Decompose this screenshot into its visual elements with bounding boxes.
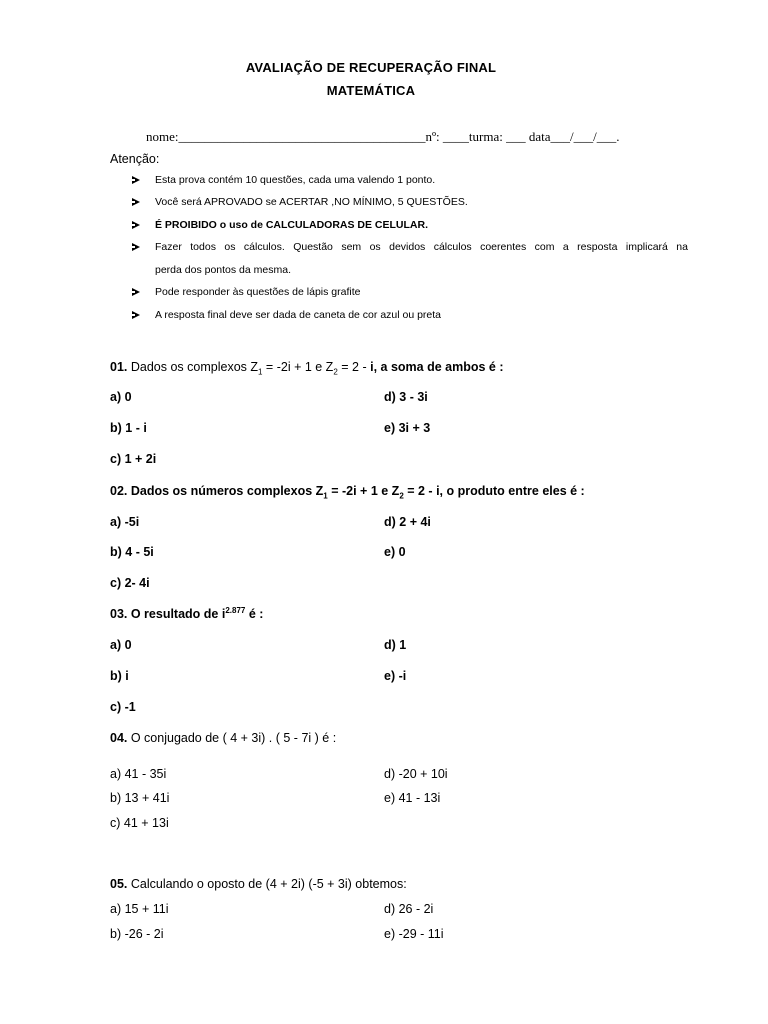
exam-subject: MATEMÁTICA [326,83,416,98]
arrow-bullet-icon [132,219,140,232]
arrow-bullet-icon [132,174,140,187]
option-c: c) 41 + 13i [110,816,169,830]
question-02: 02. Dados os números complexos $Z_1 = -2i + 1$ e $Z_2 = 2 - i$, o produto entre eles é : [110,484,585,501]
option-b: b) -26 - 2i [110,927,164,941]
option-b: b) 4 - 5i [110,545,154,559]
arrow-bullet-icon [132,241,140,254]
option-b: b) 13 + 41i [110,791,170,805]
option-a: a) 0 [110,390,132,404]
exam-page: AVALIAÇÃO DE RECUPERAÇÃO FINAL MATEMÁTICA nome:______________________________________nº: ____turma: ___ data___/___/___. Atenção: Esta prova contém 10 questões, cada uma valendo 1 ponto. Você será APROVADO se ACERTAR ,NO MÍNIMO, 5 QUESTÕES. É PROIBIDO o uso de CALCULADORAS DE CELULAR. Fazer todos os cálculos. Questão sem os devidos cálculos coerentes com a resposta implicará na perda dos pontos da mesma. Pode responder às questões de lápis grafite A resposta final deve ser dada de caneta de cor azul ou preta 01. Dados os complexos $Z_1 = -2i + 1$ e $Z_2 = 2 - i$, a soma de ambos é : a) 0 d) 3 - 3i b) 1 - i e) 3i + 3 c) 1 + 2i 02. Dados os números complexos $Z_1 = -2i + 1$ e $Z_2 = 2 - i$, o produto entre eles é : a) -5i d) 2 + 4i b) 4 - 5i e) 0 c) 2- 4i 03. O resultado de $i^{2.877}$ é : a) 0 d) 1 b) i e) -i c) -1 04. O conjugado de ( 4 + 3i) . ( 5 - 7i ) é : a) 41 - 35i d) -20 + 10i b) 13 + 41i e) 41 - 13i c) 41 + 13i 05. Calculando o oposto de (4 + 2i) (-5 + 3i) obtemos: a) 15 + 11i d) 26 - 2i b) -26 - 2i e) -29 - 11i [0,0,768,1024]
arrow-bullet-icon [132,196,140,209]
option-e: e) 3i + 3 [384,421,431,435]
attention-label: Atenção: [110,152,160,166]
option-b: b) i [110,669,129,683]
option-a: a) -5i [110,515,140,529]
option-e: e) -29 - 11i [384,927,444,941]
exam-title: AVALIAÇÃO DE RECUPERAÇÃO FINAL [245,60,497,75]
arrow-bullet-icon [132,309,140,322]
option-b: b) 1 - i [110,421,147,435]
student-info-fields: nome:______________________________________nº: ____turma: ___ data___/___/___. [146,129,620,144]
option-a: a) 15 + 11i [110,902,169,916]
option-d: d) 26 - 2i [384,902,434,916]
option-e: e) 41 - 13i [384,791,441,805]
option-a: a) 41 - 35i [110,767,167,781]
option-c: c) -1 [110,700,136,714]
question-05: 05. Calculando o oposto de (4 + 2i) (-5 + 3i) obtemos: [110,877,407,891]
option-c: c) 2- 4i [110,576,150,590]
option-e: e) -i [384,669,407,683]
option-a: a) 0 [110,638,132,652]
option-e: e) 0 [384,545,406,559]
question-01: 01. Dados os complexos $Z_1 = -2i + 1$ e $Z_2 = 2 - i$, a soma de ambos é : [110,360,504,377]
option-c: c) 1 + 2i [110,452,157,466]
arrow-bullet-icon [132,286,140,299]
option-d: d) -20 + 10i [384,767,448,781]
option-d: d) 1 [384,638,407,652]
option-d: d) 2 + 4i [384,515,431,529]
question-04: 04. O conjugado de ( 4 + 3i) . ( 5 - 7i ) é : [110,731,337,745]
question-03: 03. O resultado de $i^{2.877}$ é : [110,605,264,621]
option-d: d) 3 - 3i [384,390,428,404]
